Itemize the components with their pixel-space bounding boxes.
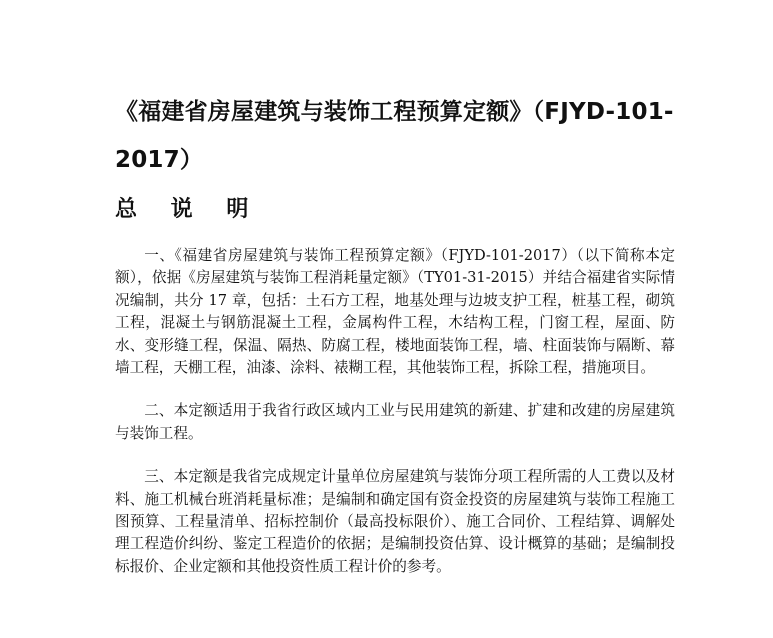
paragraph-1: 一、《福建省房屋建筑与装饰工程预算定额》（FJYD-101-2017）（以下简称本定额），依据《房屋建筑与装饰工程消耗量定额》（TY01-31-2015）并结合福建省实际情况编制，共分 17 章，包括：土石方工程，地基处理与边坡支护工程，桩基工程，砌筑工程，混凝土与钢筋混凝土工程，金属构件工程，木结构工程，门窗工程，屋面、防水、变形缝工程，保温、隔热、防腐工程，楼地面装饰工程，墙、柱面装饰与隔断、幕墙工程，天棚工程，油漆、涂料、裱糊工程，其他装饰工程，拆除工程，措施项目。 [115,247,675,377]
document-body [115,245,675,599]
paragraph-2: 二、本定额适用于我省行政区域内工业与民用建筑的新建、扩建和改建的房屋建筑与装饰工程。 [115,402,675,442]
section-heading: 总 说 明 [115,197,262,222]
paragraph-3: 三、本定额是我省完成规定计量单位房屋建筑与装饰分项工程所需的人工费以及材料、施工机械台班消耗量标准；是编制和确定国有资金投资的房屋建筑与装饰工程施工图预算、工程量清单、招标控制价（最高投标限价）、施工合同价、工程结算、调解处理工程造价纠纷、鉴定工程造价的依据；是编制投资估算、设计概算的基础；是编制投标报价、企业定额和其他投资性质工程计价的参考。 [115,468,675,575]
document-title: 《福建省房屋建筑与装饰工程预算定额》（FJYD-101-2017） [115,99,674,173]
